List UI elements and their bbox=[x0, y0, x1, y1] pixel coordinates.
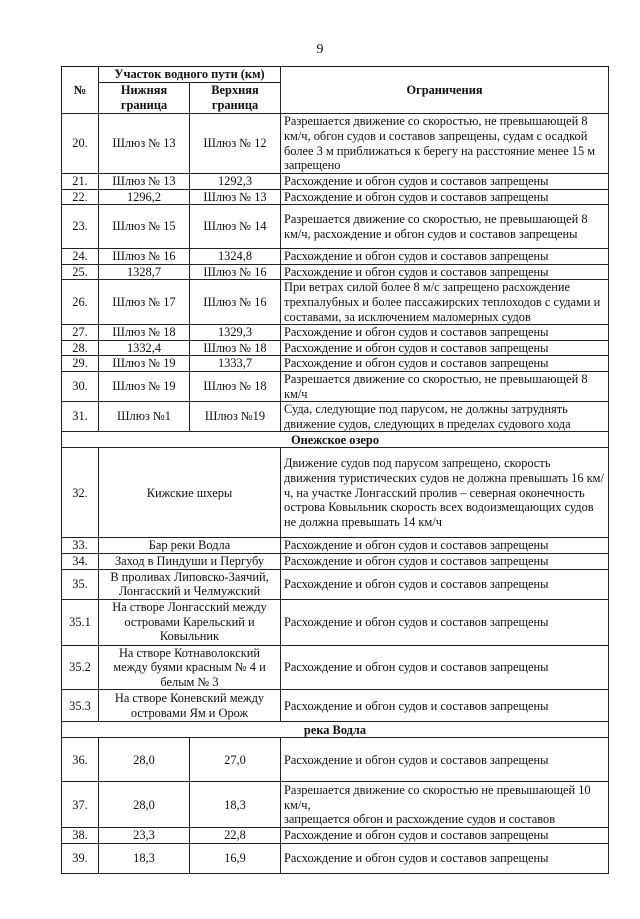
row-location: Заход в Пиндуши и Пергубу bbox=[99, 553, 281, 569]
row-number: 38. bbox=[62, 828, 99, 844]
row-number: 39. bbox=[62, 844, 99, 874]
row-upper-boundary: Шлюз № 14 bbox=[190, 205, 281, 249]
table-row bbox=[62, 189, 609, 205]
row-lower-boundary: 28,0 bbox=[99, 782, 190, 828]
row-restriction: Разрешается движение со скоростью не превышающей 10 км/ч, запрещается обгон и расхождение судов и составов bbox=[281, 782, 609, 828]
row-restriction: Расхождение и обгон судов и составов запрещены bbox=[281, 738, 609, 782]
row-upper-boundary: Шлюз № 18 bbox=[190, 371, 281, 401]
row-restriction: Расхождение и обгон судов и составов запрещены bbox=[281, 690, 609, 722]
row-lower-boundary: Шлюз № 15 bbox=[99, 205, 190, 249]
row-number: 27. bbox=[62, 325, 99, 341]
section-title: Онежское озеро bbox=[62, 432, 609, 448]
row-upper-boundary: 1324,8 bbox=[190, 249, 281, 265]
row-number: 35. bbox=[62, 569, 99, 599]
header-section: Участок водного пути (км) bbox=[99, 67, 281, 83]
table-row bbox=[62, 599, 609, 645]
table-row bbox=[62, 371, 609, 401]
row-restriction: Расхождение и обгон судов и составов запрещены bbox=[281, 645, 609, 690]
row-restriction: Расхождение и обгон судов и составов запрещены bbox=[281, 553, 609, 569]
table-row bbox=[62, 114, 609, 174]
row-restriction: Расхождение и обгон судов и составов запрещены bbox=[281, 599, 609, 645]
row-restriction: Расхождение и обгон судов и составов запрещены bbox=[281, 249, 609, 265]
table-row bbox=[62, 553, 609, 569]
header-number: № bbox=[62, 67, 99, 114]
row-restriction: Расхождение и обгон судов и составов запрещены bbox=[281, 828, 609, 844]
row-lower-boundary: 18,3 bbox=[99, 844, 190, 874]
row-number: 32. bbox=[62, 448, 99, 538]
table-row bbox=[62, 325, 609, 341]
row-upper-boundary: 1329,3 bbox=[190, 325, 281, 341]
row-restriction: Расхождение и обгон судов и составов запрещены bbox=[281, 340, 609, 356]
row-upper-boundary: Шлюз №19 bbox=[190, 402, 281, 432]
header-upper-boundary: Верхняя граница bbox=[190, 83, 281, 114]
row-number: 35.2 bbox=[62, 645, 99, 690]
row-lower-boundary: 23,3 bbox=[99, 828, 190, 844]
row-restriction: Расхождение и обгон судов и составов запрещены bbox=[281, 174, 609, 190]
row-upper-boundary: 1333,7 bbox=[190, 356, 281, 372]
row-upper-boundary: 16,9 bbox=[190, 844, 281, 874]
row-number: 30. bbox=[62, 371, 99, 401]
page-number: 9 bbox=[316, 42, 324, 57]
table-row bbox=[62, 645, 609, 690]
row-lower-boundary: Шлюз № 17 bbox=[99, 280, 190, 325]
row-number: 22. bbox=[62, 189, 99, 205]
row-location: На створе Лонгасский между островами Карельский и Ковыльник bbox=[99, 599, 281, 645]
row-location: В проливах Липовско-Заячий, Лонгасский и Челмужский bbox=[99, 569, 281, 599]
row-upper-boundary: Шлюз № 12 bbox=[190, 114, 281, 174]
row-number: 29. bbox=[62, 356, 99, 372]
row-restriction: Расхождение и обгон судов и составов запрещены bbox=[281, 844, 609, 874]
row-restriction: При ветрах силой более 8 м/с запрещено расхождение трехпалубных и более пассажирских теплоходов с судами и составами, за исключением маломерных судов bbox=[281, 280, 609, 325]
header-restrictions: Ограничения bbox=[281, 67, 609, 114]
table-row bbox=[62, 828, 609, 844]
row-lower-boundary: 1328,7 bbox=[99, 264, 190, 280]
row-lower-boundary: Шлюз № 19 bbox=[99, 356, 190, 372]
row-number: 34. bbox=[62, 553, 99, 569]
table-row bbox=[62, 356, 609, 372]
row-upper-boundary: 18,3 bbox=[190, 782, 281, 828]
table-row bbox=[62, 690, 609, 722]
row-restriction: Расхождение и обгон судов и составов запрещены bbox=[281, 538, 609, 554]
row-upper-boundary: Шлюз № 16 bbox=[190, 264, 281, 280]
waterway-restrictions-table bbox=[61, 66, 609, 874]
header-lower-boundary: Нижняя граница bbox=[99, 83, 190, 114]
row-lower-boundary: Шлюз № 13 bbox=[99, 114, 190, 174]
row-number: 35.3 bbox=[62, 690, 99, 722]
table-row bbox=[62, 738, 609, 782]
table-row bbox=[62, 280, 609, 325]
table-row bbox=[62, 538, 609, 554]
row-number: 37. bbox=[62, 782, 99, 828]
row-restriction: Расхождение и обгон судов и составов запрещены bbox=[281, 356, 609, 372]
row-number: 24. bbox=[62, 249, 99, 265]
page-bottom bbox=[0, 912, 640, 913]
row-restriction: Расхождение и обгон судов и составов запрещены bbox=[281, 325, 609, 341]
row-upper-boundary: Шлюз № 13 bbox=[190, 189, 281, 205]
table-row bbox=[62, 174, 609, 190]
table-row bbox=[62, 844, 609, 874]
row-restriction: Разрешается движение со скоростью, не превышающей 8 км/ч, обгон судов и составов запрещены, судам с осадкой более 3 м приближаться к берегу на расстояние менее 15 м запрещено bbox=[281, 114, 609, 174]
table-row bbox=[62, 264, 609, 280]
row-number: 28. bbox=[62, 340, 99, 356]
row-lower-boundary: Шлюз № 13 bbox=[99, 174, 190, 190]
row-number: 25. bbox=[62, 264, 99, 280]
table-row bbox=[62, 569, 609, 599]
row-restriction: Расхождение и обгон судов и составов запрещены bbox=[281, 569, 609, 599]
row-upper-boundary: 1292,3 bbox=[190, 174, 281, 190]
row-lower-boundary: 1332,4 bbox=[99, 340, 190, 356]
table-row bbox=[62, 448, 609, 538]
row-upper-boundary: 22,8 bbox=[190, 828, 281, 844]
row-lower-boundary: Шлюз №1 bbox=[99, 402, 190, 432]
row-restriction: Расхождение и обгон судов и составов запрещены bbox=[281, 264, 609, 280]
row-number: 23. bbox=[62, 205, 99, 249]
section-header-row bbox=[62, 722, 609, 738]
row-location: Кижские шхеры bbox=[99, 448, 281, 538]
row-restriction: Суда, следующие под парусом, не должны затруднять движение судов, следующих в пределах судового хода bbox=[281, 402, 609, 432]
row-upper-boundary: Шлюз № 18 bbox=[190, 340, 281, 356]
row-lower-boundary: Шлюз № 19 bbox=[99, 371, 190, 401]
row-location: На створе Котнаволокский между буями красным № 4 и белым № 3 bbox=[99, 645, 281, 690]
row-lower-boundary: 28,0 bbox=[99, 738, 190, 782]
table-row bbox=[62, 402, 609, 432]
row-lower-boundary: 1296,2 bbox=[99, 189, 190, 205]
row-location: Бар реки Водла bbox=[99, 538, 281, 554]
row-lower-boundary: Шлюз № 18 bbox=[99, 325, 190, 341]
row-number: 26. bbox=[62, 280, 99, 325]
table-row bbox=[62, 340, 609, 356]
row-restriction: Разрешается движение со скоростью, не превышающей 8 км/ч bbox=[281, 371, 609, 401]
row-upper-boundary: 27,0 bbox=[190, 738, 281, 782]
row-number: 33. bbox=[62, 538, 99, 554]
row-upper-boundary: Шлюз № 16 bbox=[190, 280, 281, 325]
row-number: 20. bbox=[62, 114, 99, 174]
table-row bbox=[62, 205, 609, 249]
section-header-row bbox=[62, 432, 609, 448]
section-title: река Водла bbox=[62, 722, 609, 738]
row-number: 21. bbox=[62, 174, 99, 190]
table-row bbox=[62, 782, 609, 828]
row-restriction: Разрешается движение со скоростью, не превышающей 8 км/ч, расхождение и обгон судов и составов запрещены bbox=[281, 205, 609, 249]
row-number: 31. bbox=[62, 402, 99, 432]
row-restriction: Расхождение и обгон судов и составов запрещены bbox=[281, 189, 609, 205]
row-number: 36. bbox=[62, 738, 99, 782]
row-number: 35.1 bbox=[62, 599, 99, 645]
row-restriction: Движение судов под парусом запрещено, скорость движения туристических судов не должна превышать 16 км/ч, на участке Лонгасский пролив – северная оконечность острова Ковыльник скорость всех водоизмещающих судов не должна превышать 14 км/ч bbox=[281, 448, 609, 538]
table-row bbox=[62, 249, 609, 265]
row-lower-boundary: Шлюз № 16 bbox=[99, 249, 190, 265]
row-location: На створе Коневский между островами Ям и Орож bbox=[99, 690, 281, 722]
